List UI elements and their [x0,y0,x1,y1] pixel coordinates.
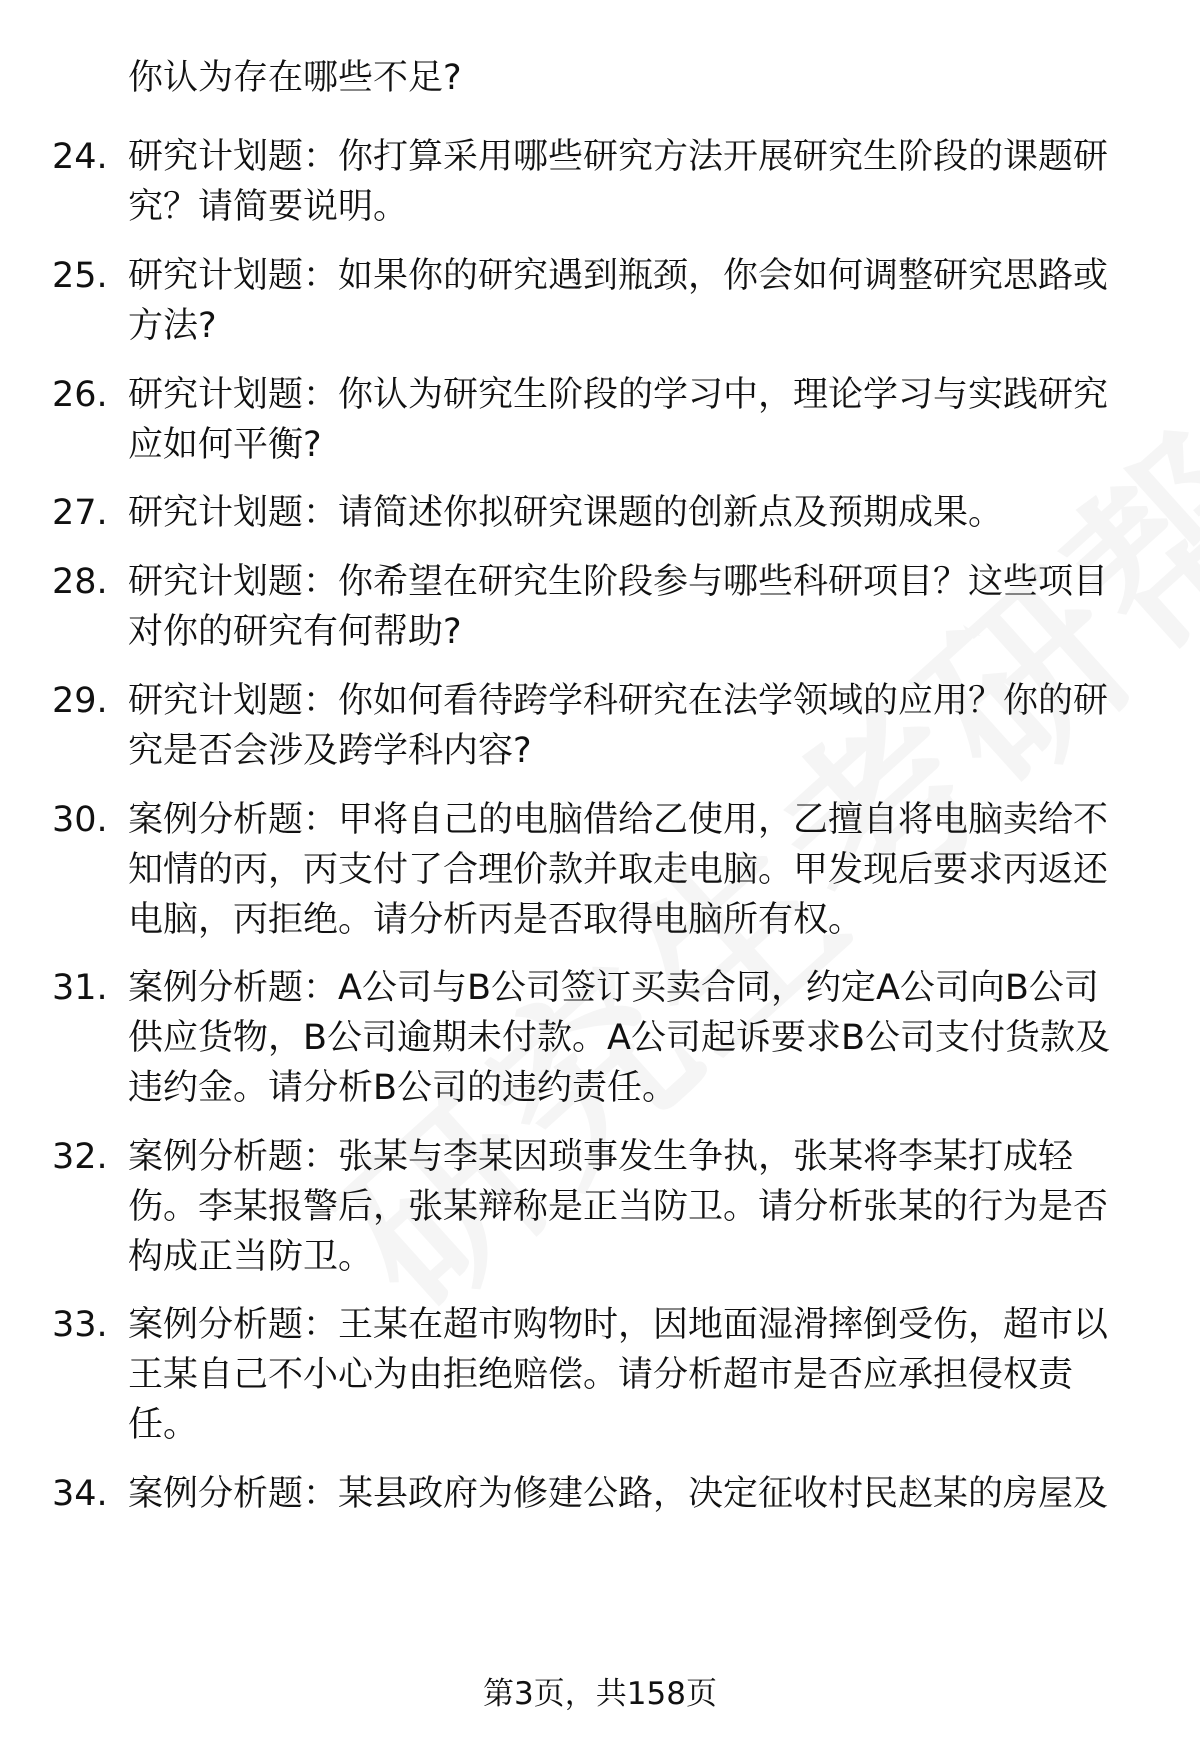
question-text-line: 知情的丙，丙支付了合理价款并取走电脑。甲发现后要求丙返还 [128,850,1109,890]
question-text-line: 研究计划题：你认为研究生阶段的学习中，理论学习与实践研究 [128,375,1109,415]
question-text-line: 构成正当防卫。 [128,1237,374,1277]
question-text-line: 电脑，丙拒绝。请分析丙是否取得电脑所有权。 [128,900,864,940]
question-number: 33. [52,1305,108,1345]
question-text-line: 任。 [128,1405,199,1445]
question-text-line: 研究计划题：你希望在研究生阶段参与哪些科研项目？这些项目 [128,562,1109,602]
question-number: 30. [52,800,108,840]
question-text-line: 案例分析题：某县政府为修建公路，决定征收村民赵某的房屋及 [128,1474,1109,1514]
question-text-line: 王某自己不小心为由拒绝赔偿。请分析超市是否应承担侵权责 [128,1355,1074,1395]
question-text-line: 研究计划题：请简述你拟研究课题的创新点及预期成果。 [128,493,1004,533]
question-text-line: 研究计划题：你如何看待跨学科研究在法学领域的应用？你的研 [128,681,1109,721]
question-text-line: 研究计划题：你打算采用哪些研究方法开展研究生阶段的课题研 [128,137,1109,177]
continued-text-line: 你认为存在哪些不足? [128,58,462,98]
question-text-line: 对你的研究有何帮助? [128,612,462,652]
question-text-line: 案例分析题：张某与李某因琐事发生争执，张某将李某打成轻 [128,1137,1074,1177]
question-number: 34. [52,1474,108,1514]
question-text-line: 违约金。请分析B公司的违约责任。 [128,1068,678,1108]
question-number: 28. [52,562,108,602]
question-text-line: 案例分析题：A公司与B公司签订买卖合同，约定A公司向B公司 [128,968,1099,1008]
question-text-line: 供应货物，B公司逾期未付款。A公司起诉要求B公司支付货款及 [128,1018,1110,1058]
question-number: 27. [52,493,108,533]
question-text-line: 伤。李某报警后，张某辩称是正当防卫。请分析张某的行为是否 [128,1187,1109,1227]
watermark [274,554,1126,1359]
question-number: 32. [52,1137,108,1177]
page-footer: 第3页，共158页 [483,1676,717,1712]
question-text-line: 案例分析题：王某在超市购物时，因地面湿滑摔倒受伤，超市以 [128,1305,1109,1345]
question-text-line: 究？请简要说明。 [128,187,409,227]
question-number: 26. [52,375,108,415]
question-text-line: 应如何平衡? [128,425,322,465]
question-text-line: 研究计划题：如果你的研究遇到瓶颈，你会如何调整研究思路或 [128,256,1109,296]
question-number: 31. [52,968,108,1008]
question-number: 29. [52,681,108,721]
question-text-line: 案例分析题：甲将自己的电脑借给乙使用，乙擅自将电脑卖给不 [128,800,1109,840]
question-text-line: 方法? [128,306,217,346]
question-text-line: 究是否会涉及跨学科内容? [128,731,532,771]
question-number: 25. [52,256,108,296]
question-number: 24. [52,137,108,177]
